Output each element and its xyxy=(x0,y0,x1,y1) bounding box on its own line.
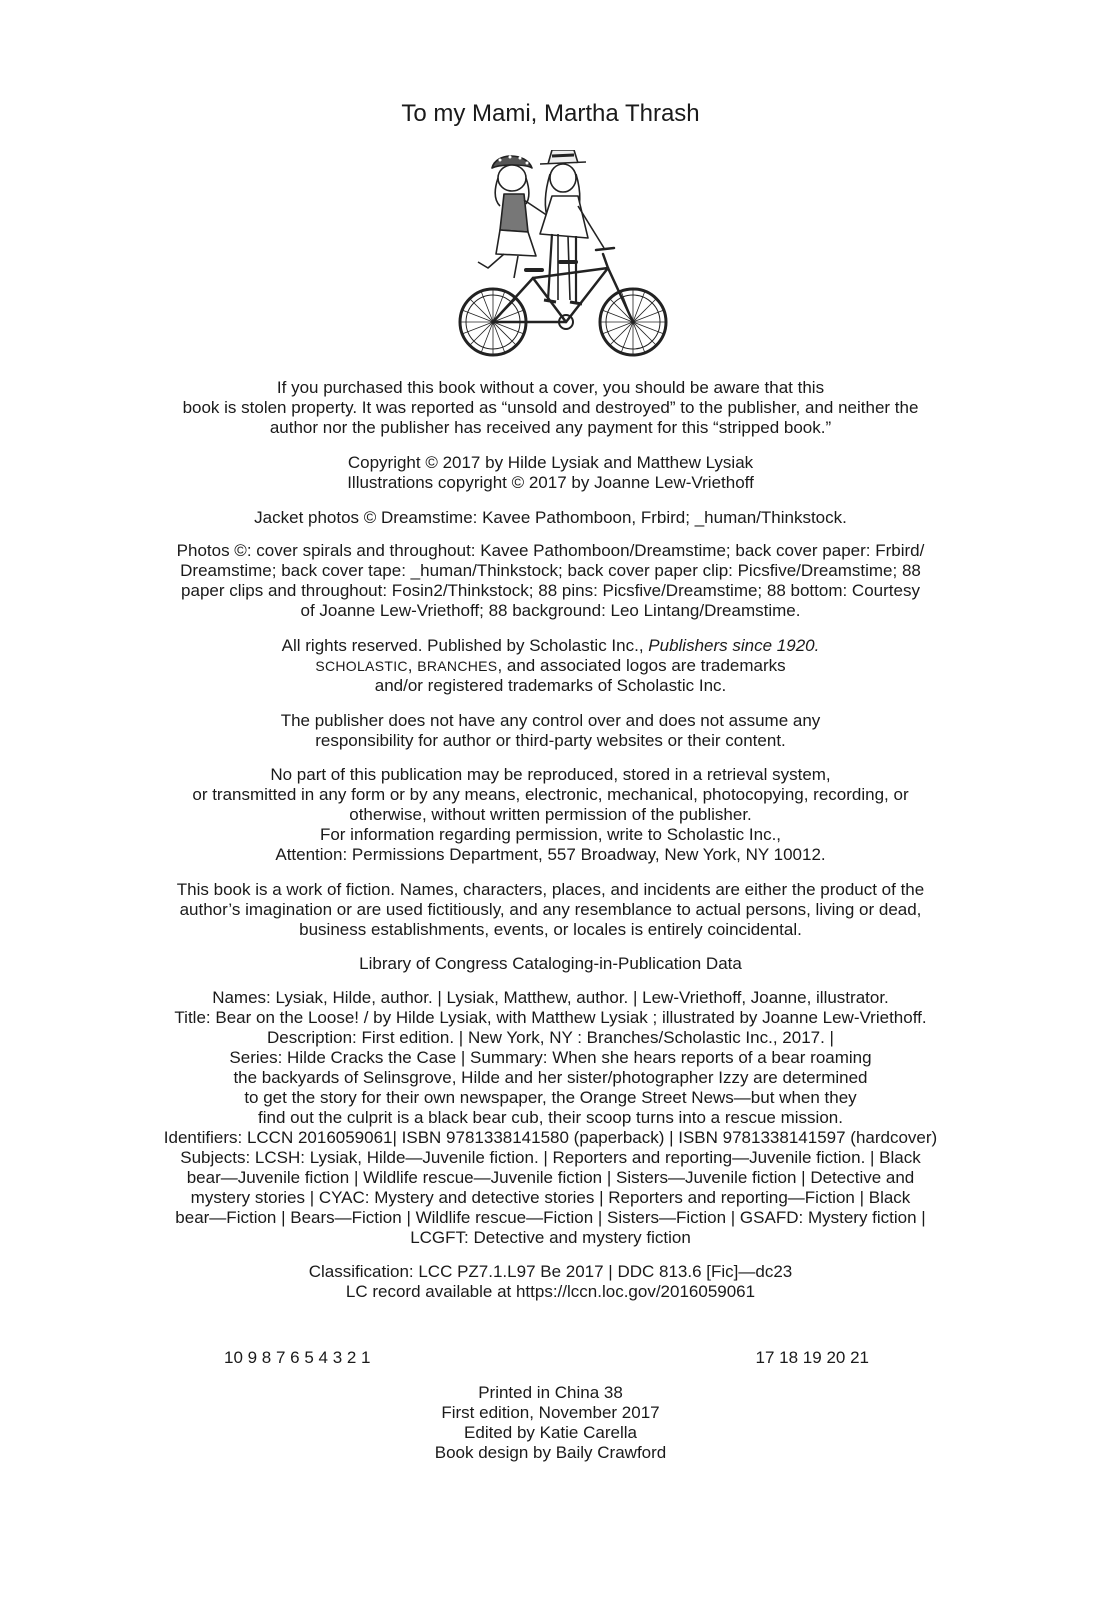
disclaimer-line: responsibility for author or third-party websites or their content. xyxy=(315,731,786,750)
loc-heading-line: Library of Congress Cataloging-in-Publication Data xyxy=(359,954,742,973)
classification xyxy=(110,1262,991,1302)
rights-line: All rights reserved. Published by Scholastic Inc., Publishers since 1920. xyxy=(281,636,820,655)
reproduction-line: For information regarding permission, write to Scholastic Inc., xyxy=(319,825,782,844)
disclaimer-line: The publisher does not have any control over and does not assume any xyxy=(280,711,821,730)
copyright-line: Copyright © 2017 by Hilde Lysiak and Matthew Lysiak xyxy=(347,453,754,472)
reproduction-line: Attention: Permissions Department, 557 Broadway, New York, NY 10012. xyxy=(275,845,826,864)
jacket-photos-line: Jacket photos © Dreamstime: Kavee Pathomboon, Frbird; _human/Thinkstock. xyxy=(254,508,847,527)
trademark-line: and/or registered trademarks of Scholastic Inc. xyxy=(374,676,727,695)
cip-line: Description: First edition. | New York, NY : Branches/Scholastic Inc., 2017. | xyxy=(267,1028,834,1047)
cip-line: bear—Fiction | Bears—Fiction | Wildlife rescue—Fiction | Sisters—Fiction | GSAFD: Mystery fiction | xyxy=(175,1208,926,1227)
photo-credits-line: Photos ©: cover spirals and throughout: Kavee Pathomboon/Dreamstime; back cover paper: Frbird/ xyxy=(176,541,925,560)
reproduction-line: No part of this publication may be reproduced, stored in a retrieval system, xyxy=(270,765,831,784)
dedication: To my Mami, Martha Thrash xyxy=(401,100,700,127)
cip-line: to get the story for their own newspaper, the Orange Street News—but when they xyxy=(244,1088,857,1107)
colophon xyxy=(110,1383,991,1463)
reproduction-notice xyxy=(110,765,991,865)
reproduction-line: or transmitted in any form or by any means, electronic, mechanical, photocopying, recording, or xyxy=(192,785,909,804)
copyright-notice xyxy=(110,453,991,493)
fiction-line: This book is a work of fiction. Names, characters, places, and incidents are either the product of the xyxy=(176,880,925,899)
cip-line: Series: Hilde Cracks the Case | Summary: When she hears reports of a bear roaming xyxy=(229,1048,872,1067)
colophon-line: Printed in China 38 xyxy=(478,1383,623,1402)
rights-reserved xyxy=(110,636,991,696)
fiction-line: author’s imagination or are used fictitiously, and any resemblance to actual persons, living or dead, xyxy=(179,900,922,919)
copyright-line: Illustrations copyright © 2017 by Joanne Lew-Vriethoff xyxy=(347,473,754,492)
photo-credits-line: paper clips and throughout: Fosin2/Thinkstock; 88 pins: Picsfive/Dreamstime; 88 bottom: Courtesy xyxy=(181,581,920,600)
cip-line: Title: Bear on the Loose! / by Hilde Lysiak, with Matthew Lysiak ; illustrated by Joanne Lew-Vriethoff. xyxy=(174,1008,927,1027)
cip-line: Identifiers: LCCN 2016059061| ISBN 9781338141580 (paperback) | ISBN 9781338141597 (hardcover) xyxy=(163,1128,938,1147)
classification-line: LC record available at https://lccn.loc.gov/2016059061 xyxy=(345,1282,756,1301)
printing-numbers: 10 9 8 7 6 5 4 3 2 1 xyxy=(224,1348,371,1367)
publisher-disclaimer xyxy=(110,711,991,751)
colophon-line: Book design by Baily Crawford xyxy=(434,1443,667,1462)
photo-credits xyxy=(110,541,991,621)
photo-credits-line: of Joanne Lew-Vriethoff; 88 background: Leo Lintang/Dreamstime. xyxy=(300,601,801,620)
cip-line: LCGFT: Detective and mystery fiction xyxy=(410,1228,691,1247)
reproduction-line: otherwise, without written permission of the publisher. xyxy=(349,805,752,824)
notice-line: If you purchased this book without a cover, you should be aware that this xyxy=(276,378,825,397)
classification-line: Classification: LCC PZ7.1.L97 Be 2017 | DDC 813.6 [Fic]—dc23 xyxy=(308,1262,793,1281)
jacket-photos-credit xyxy=(110,508,991,528)
cip-line: Names: Lysiak, Hilde, author. | Lysiak, Matthew, author. | Lew-Vriethoff, Joanne, illustrator. xyxy=(212,988,889,1007)
notice-line: author nor the publisher has received any payment for this “stripped book.” xyxy=(269,418,832,437)
cip-line: the backyards of Selinsgrove, Hilde and her sister/photographer Izzy are determined xyxy=(233,1068,868,1087)
fiction-notice xyxy=(110,880,991,940)
photo-credits-line: Dreamstime; back cover tape: _human/Thinkstock; back cover paper clip: Picsfive/Dreamstime; 88 xyxy=(180,561,921,580)
cip-line: find out the culprit is a black bear cub, their scoop turns into a rescue mission. xyxy=(258,1108,843,1127)
cip-line: bear—Juvenile fiction | Wildlife rescue—Juvenile fiction | Sisters—Juvenile fiction | Detective and xyxy=(186,1168,915,1187)
cip-line: Subjects: LCSH: Lysiak, Hilde—Juvenile fiction. | Reporters and reporting—Juvenile fiction. | Black xyxy=(180,1148,921,1167)
fiction-line: business establishments, events, or locales is entirely coincidental. xyxy=(299,920,802,939)
colophon-line: Edited by Katie Carella xyxy=(464,1423,637,1442)
cip-data xyxy=(110,988,991,1248)
trademark-line: SCHOLASTIC, BRANCHES, and associated logos are trademarks xyxy=(315,656,786,675)
loc-heading xyxy=(110,954,991,974)
stripped-book-notice xyxy=(110,378,991,438)
printing-years: 17 18 19 20 21 xyxy=(755,1348,869,1367)
cip-line: mystery stories | CYAC: Mystery and detective stories | Reporters and reporting—Fiction | Black xyxy=(190,1188,911,1207)
colophon-line: First edition, November 2017 xyxy=(441,1403,660,1422)
notice-line: book is stolen property. It was reported as “unsold and destroyed” to the publisher, and neither the xyxy=(182,398,919,417)
tandem-bicycle-illustration xyxy=(448,150,678,365)
